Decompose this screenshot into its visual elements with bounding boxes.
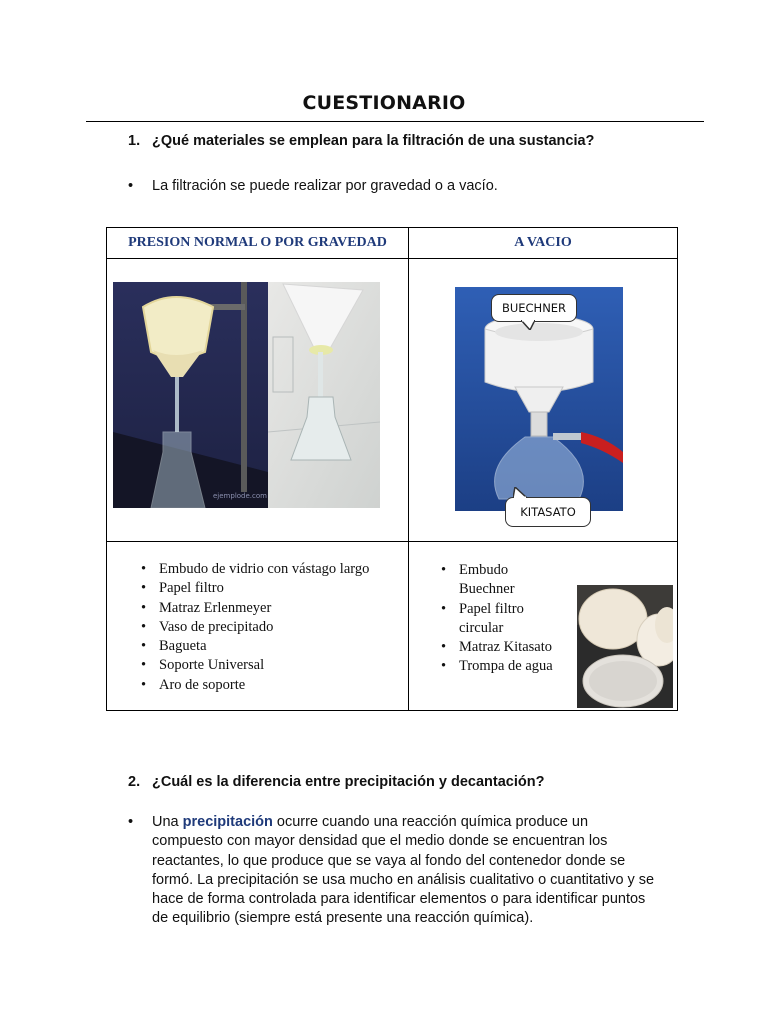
bullet-icon: •	[128, 814, 134, 830]
list-item: • Matraz Erlenmeyer	[137, 599, 369, 618]
callout-buechner-pointer	[521, 320, 535, 330]
list-item: • Vaso de precipitado	[137, 618, 369, 637]
header-vacuum: A VACIO	[409, 228, 678, 259]
list-item: • Trompa de agua	[437, 657, 567, 676]
bullet-icon: •	[128, 178, 134, 194]
question-2-text: ¿Cuál es la diferencia entre precipitación y decantación?	[152, 774, 545, 790]
list-item: • Soporte Universal	[137, 656, 369, 675]
list-item: • Aro de soporte	[137, 676, 369, 695]
filtration-table	[106, 227, 678, 711]
callout-buechner: BUECHNER	[491, 294, 577, 322]
list-item: • Papel filtro	[137, 579, 369, 598]
vacuum-image-cell	[409, 259, 678, 542]
question-1-text: ¿Qué materiales se emplean para la filtración de una sustancia?	[152, 133, 595, 149]
list-item: • Embudo de vidrio con vástago largo	[137, 560, 369, 579]
filter-paper-photo	[577, 585, 673, 708]
list-item: • Bagueta	[137, 637, 369, 656]
q2-bullet-text	[152, 813, 658, 929]
list-item: • Matraz Kitasato	[437, 638, 567, 657]
q1-bullet	[128, 177, 648, 196]
vacuum-materials-cell	[409, 542, 678, 711]
callout-kitasato: KITASATO	[505, 497, 591, 527]
question-2	[128, 774, 544, 790]
question-1	[128, 133, 594, 149]
callout-kitasato-pointer	[513, 487, 527, 498]
page-title: CUESTIONARIO	[302, 92, 466, 114]
question-2-number: 2.	[128, 774, 141, 790]
list-item: • Papel filtro circular	[437, 600, 567, 639]
title-underline	[86, 121, 704, 122]
q1-bullet-text: La filtración se puede realizar por gravedad o a vacío.	[152, 178, 498, 194]
vacuum-materials-list	[437, 561, 567, 677]
gravity-filtration-photo	[113, 282, 380, 508]
question-1-number: 1.	[128, 133, 141, 149]
q2-bullet-pre: Una	[152, 814, 183, 830]
gravity-materials-list	[137, 560, 369, 695]
gravity-image-cell	[107, 259, 409, 542]
header-gravity: PRESION NORMAL O POR GRAVEDAD	[107, 228, 409, 259]
q2-bullet-post: ocurre cuando una reacción química produce un compuesto con mayor densidad que el medio donde se encuentran los reactantes, lo que produce que se vaya al fondo del contenedor donde se formó. La precipitación se usa mucho en análisis cualitativo o cuantitativo y se hace de forma controlada para identificar elementos o para identificar puntos de equilibrio (siempre está presente una reacción química).	[152, 814, 655, 927]
term-precipitacion: precipitación	[182, 814, 273, 830]
gravity-materials-cell	[107, 542, 409, 711]
photo-watermark: ejemplode.com	[213, 492, 267, 500]
list-item: • Embudo Buechner	[437, 561, 567, 600]
q2-bullet	[128, 813, 658, 929]
